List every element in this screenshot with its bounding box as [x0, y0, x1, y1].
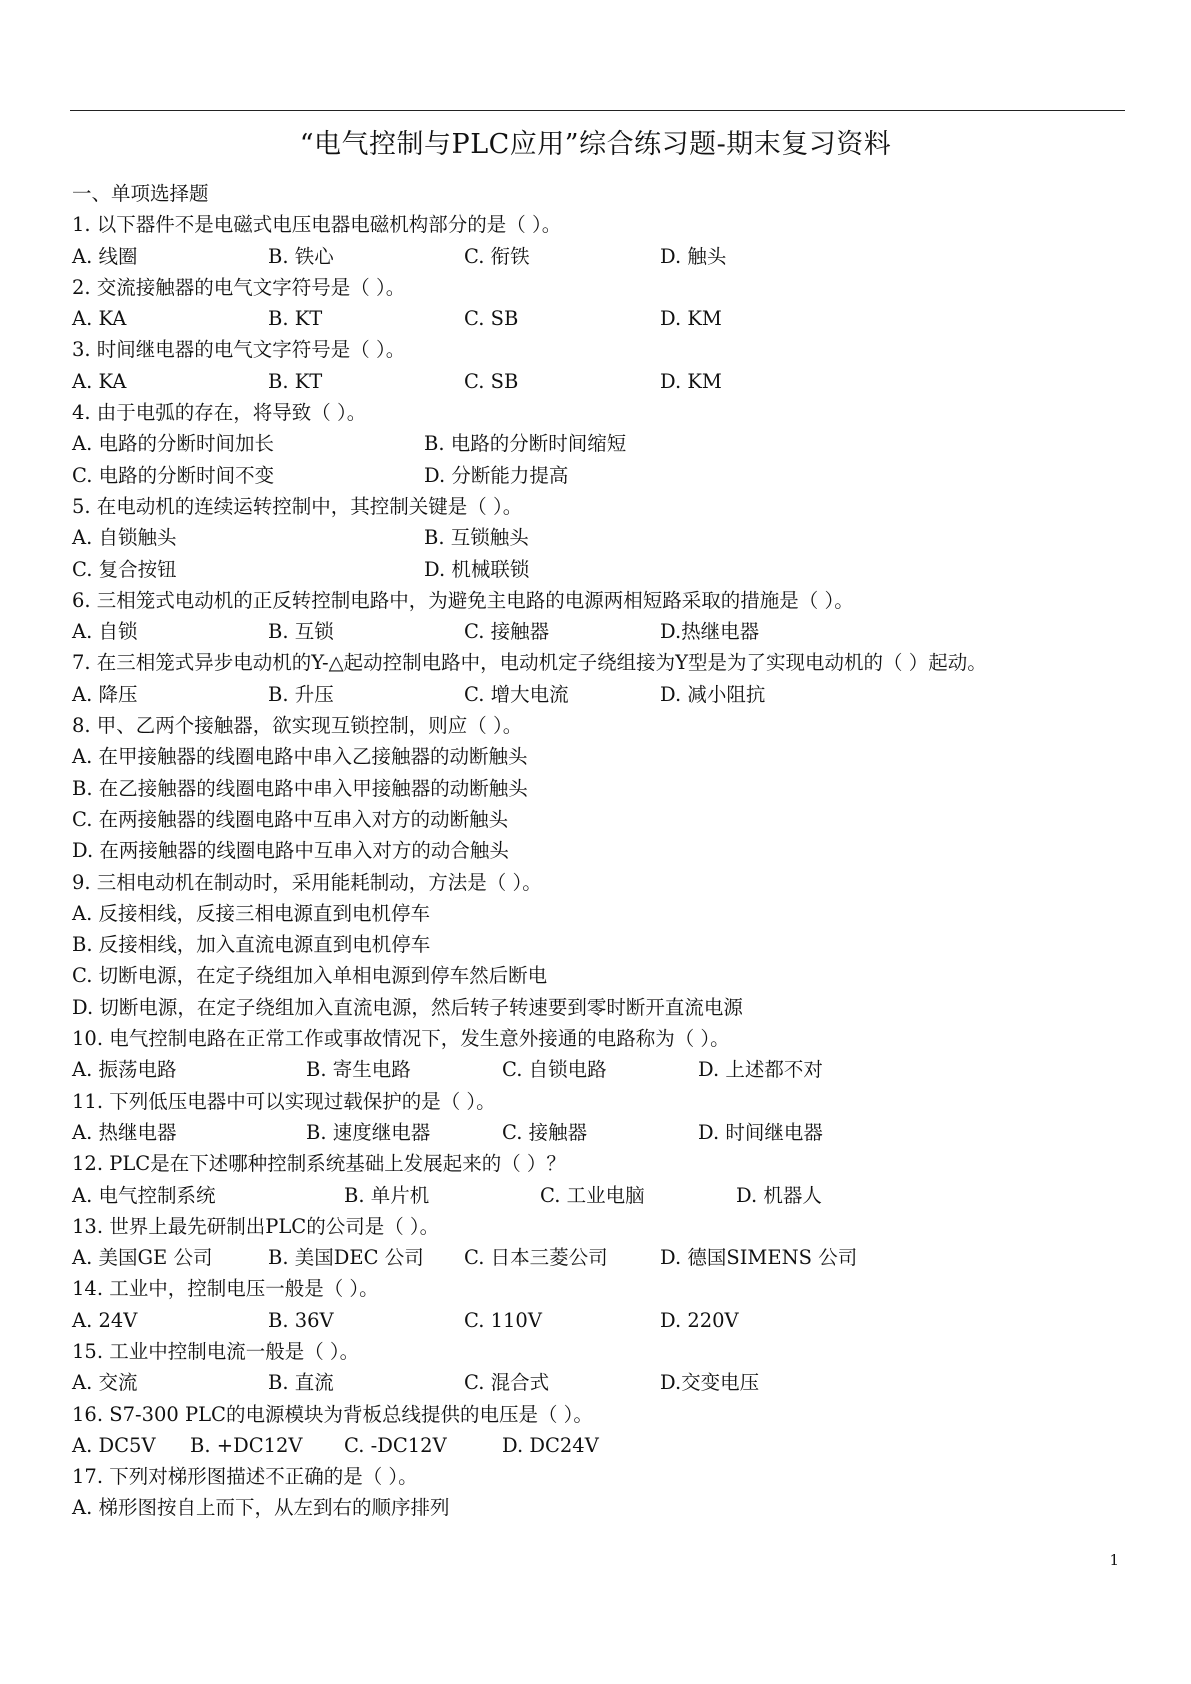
option-a: A. DC5V: [72, 1433, 156, 1457]
option-a: A. 自锁: [72, 620, 138, 644]
option-a: A. 24V: [72, 1308, 138, 1332]
option-d: D. 分断能力提高: [424, 463, 569, 487]
option-a: A. 反接相线，反接三相电源直到电机停车: [72, 901, 430, 925]
option-c: C. 混合式: [464, 1371, 550, 1395]
question-stem: [72, 209, 1132, 240]
option-d: D. 减小阻抗: [660, 682, 766, 706]
option-c: C. 日本三菱公司: [464, 1246, 608, 1270]
question-text: 8. 甲、乙两个接触器，欲实现互锁控制，则应（ ）。: [72, 714, 523, 738]
question-text: 11. 下列低压电器中可以实现过载保护的是（ ）。: [72, 1089, 496, 1113]
option-row: [72, 773, 1132, 804]
option-row: [72, 1305, 1132, 1336]
question-stem: [72, 491, 1132, 522]
option-row: [72, 554, 1132, 585]
option-row: [72, 960, 1132, 991]
option-d: D. 在两接触器的线圈电路中互串入对方的动合触头: [72, 839, 509, 863]
question-text: 10. 电气控制电路在正常工作或事故情况下，发生意外接通的电路称为（ ）。: [72, 1027, 730, 1051]
option-d: D. KM: [660, 307, 722, 331]
question-stem: [72, 1148, 1132, 1179]
option-a: A. KA: [72, 369, 127, 393]
option-a: A. 电路的分断时间加长: [72, 432, 274, 456]
option-d: D.热继电器: [660, 620, 760, 644]
section-heading-text: 一、单项选择题: [72, 182, 209, 205]
option-c: C. 工业电脑: [540, 1183, 645, 1207]
option-d: D.交变电压: [660, 1371, 760, 1395]
question-text: 5. 在电动机的连续运转控制中，其控制关键是（ ）。: [72, 494, 523, 518]
question-text: 13. 世界上最先研制出PLC的公司是（ ）。: [72, 1214, 440, 1238]
option-b: B. 速度继电器: [306, 1120, 431, 1144]
option-d: D. 时间继电器: [698, 1120, 823, 1144]
option-b: B. 铁心: [268, 244, 334, 268]
question-text: 17. 下列对梯形图描述不正确的是（ ）。: [72, 1465, 418, 1489]
option-d: D. 机器人: [736, 1183, 822, 1207]
option-c: C. SB: [464, 369, 519, 393]
option-b: B. 美国DEC 公司: [268, 1246, 424, 1270]
option-a: A. 梯形图按自上而下，从左到右的顺序排列: [72, 1496, 450, 1520]
option-b: B. 互锁触头: [424, 526, 529, 550]
question-text: 7. 在三相笼式异步电动机的Y-△起动控制电路中，电动机定子绕组接为Y型是为了实现电动机的（ ）起动。: [72, 651, 987, 675]
option-a: A. 在甲接触器的线圈电路中串入乙接触器的动断触头: [72, 745, 528, 769]
option-row: [72, 1054, 1132, 1085]
option-b: B. 直流: [268, 1371, 334, 1395]
question-text: 6. 三相笼式电动机的正反转控制电路中，为避免主电路的电源两相短路采取的措施是（ ）。: [72, 588, 854, 612]
option-b: B. 单片机: [344, 1183, 430, 1207]
option-b: B. 电路的分断时间缩短: [424, 432, 627, 456]
question-text: 16. S7-300 PLC的电源模块为背板总线提供的电压是（ ）。: [72, 1402, 593, 1426]
option-c: C. 电路的分断时间不变: [72, 463, 275, 487]
option-b: B. 升压: [268, 682, 334, 706]
question-text: 9. 三相电动机在制动时，采用能耗制动，方法是（ ）。: [72, 870, 542, 894]
option-b: B. 寄生电路: [306, 1058, 411, 1082]
question-stem: [72, 1336, 1132, 1367]
option-row: [72, 1242, 1132, 1273]
option-row: [72, 1492, 1132, 1523]
option-c: C. 增大电流: [464, 682, 569, 706]
option-row: [72, 804, 1132, 835]
option-a: A. 降压: [72, 682, 138, 706]
question-stem: [72, 1461, 1132, 1492]
option-c: C. 自锁电路: [502, 1058, 607, 1082]
option-row: [72, 1367, 1132, 1398]
question-stem: [72, 397, 1132, 428]
option-b: B. 反接相线，加入直流电源直到电机停车: [72, 933, 431, 957]
question-stem: [72, 647, 1132, 678]
question-text: 2. 交流接触器的电气文字符号是（ ）。: [72, 275, 406, 299]
section-heading: [72, 178, 1132, 209]
option-d: D. 切断电源，在定子绕组加入直流电源，然后转子转速要到零时断开直流电源: [72, 995, 743, 1019]
option-a: A. 电气控制系统: [72, 1183, 216, 1207]
option-row: [72, 241, 1132, 272]
question-stem: [72, 1399, 1132, 1430]
option-row: [72, 522, 1132, 553]
question-stem: [72, 272, 1132, 303]
option-row: [72, 366, 1132, 397]
option-a: A. 交流: [72, 1371, 138, 1395]
question-text: 14. 工业中，控制电压一般是（ ）。: [72, 1277, 379, 1301]
option-b: B. 在乙接触器的线圈电路中串入甲接触器的动断触头: [72, 776, 528, 800]
option-row: [72, 835, 1132, 866]
header-rule: [70, 110, 1125, 111]
option-d: D. 德国SIMENS 公司: [660, 1246, 858, 1270]
document-body: [72, 178, 1132, 1524]
page-number: 1: [1109, 1551, 1119, 1569]
option-d: D. DC24V: [502, 1433, 599, 1457]
option-a: A. 线圈: [72, 244, 138, 268]
option-row: [72, 303, 1132, 334]
option-b: B. 互锁: [268, 620, 334, 644]
question-stem: [72, 1086, 1132, 1117]
option-d: D. 220V: [660, 1308, 739, 1332]
option-row: [72, 898, 1132, 929]
option-c: C. 在两接触器的线圈电路中互串入对方的动断触头: [72, 807, 509, 831]
option-a: A. 自锁触头: [72, 526, 177, 550]
question-stem: [72, 710, 1132, 741]
option-c: C. 接触器: [502, 1120, 588, 1144]
question-text: 4. 由于电弧的存在，将导致（ ）。: [72, 401, 367, 425]
question-stem: [72, 334, 1132, 365]
option-b: B. +DC12V: [190, 1433, 303, 1457]
option-c: C. 接触器: [464, 620, 550, 644]
option-d: D. 触头: [660, 244, 727, 268]
option-a: A. 振荡电路: [72, 1058, 177, 1082]
option-row: [72, 741, 1132, 772]
question-stem: [72, 1273, 1132, 1304]
option-d: D. 上述都不对: [698, 1058, 823, 1082]
option-c: C. -DC12V: [344, 1433, 447, 1457]
question-text: 1. 以下器件不是电磁式电压电器电磁机构部分的是（ ）。: [72, 213, 562, 237]
option-row: [72, 460, 1132, 491]
option-d: D. 机械联锁: [424, 557, 530, 581]
option-c: C. 切断电源，在定子绕组加入单相电源到停车然后断电: [72, 964, 548, 988]
option-row: [72, 679, 1132, 710]
document-title: “电气控制与PLC应用”综合练习题-期末复习资料: [299, 129, 892, 160]
question-stem: [72, 1023, 1132, 1054]
question-text: 3. 时间继电器的电气文字符号是（ ）。: [72, 338, 406, 362]
question-stem: [72, 867, 1132, 898]
option-c: C. 复合按钮: [72, 557, 177, 581]
question-text: 15. 工业中控制电流一般是（ ）。: [72, 1339, 360, 1363]
option-row: [72, 992, 1132, 1023]
option-row: [72, 929, 1132, 960]
option-a: A. 热继电器: [72, 1120, 177, 1144]
option-row: [72, 1117, 1132, 1148]
option-c: C. 衔铁: [464, 244, 530, 268]
option-b: B. KT: [268, 369, 323, 393]
option-a: A. 美国GE 公司: [72, 1246, 213, 1270]
option-row: [72, 428, 1132, 459]
question-stem: [72, 585, 1132, 616]
option-row: [72, 616, 1132, 647]
option-b: B. KT: [268, 307, 323, 331]
option-c: C. 110V: [464, 1308, 542, 1332]
question-stem: [72, 1211, 1132, 1242]
question-text: 12. PLC是在下述哪种控制系统基础上发展起来的（ ）？: [72, 1152, 566, 1176]
option-d: D. KM: [660, 369, 722, 393]
option-b: B. 36V: [268, 1308, 334, 1332]
option-row: [72, 1430, 1132, 1461]
option-c: C. SB: [464, 307, 519, 331]
option-a: A. KA: [72, 307, 127, 331]
option-row: [72, 1180, 1132, 1211]
